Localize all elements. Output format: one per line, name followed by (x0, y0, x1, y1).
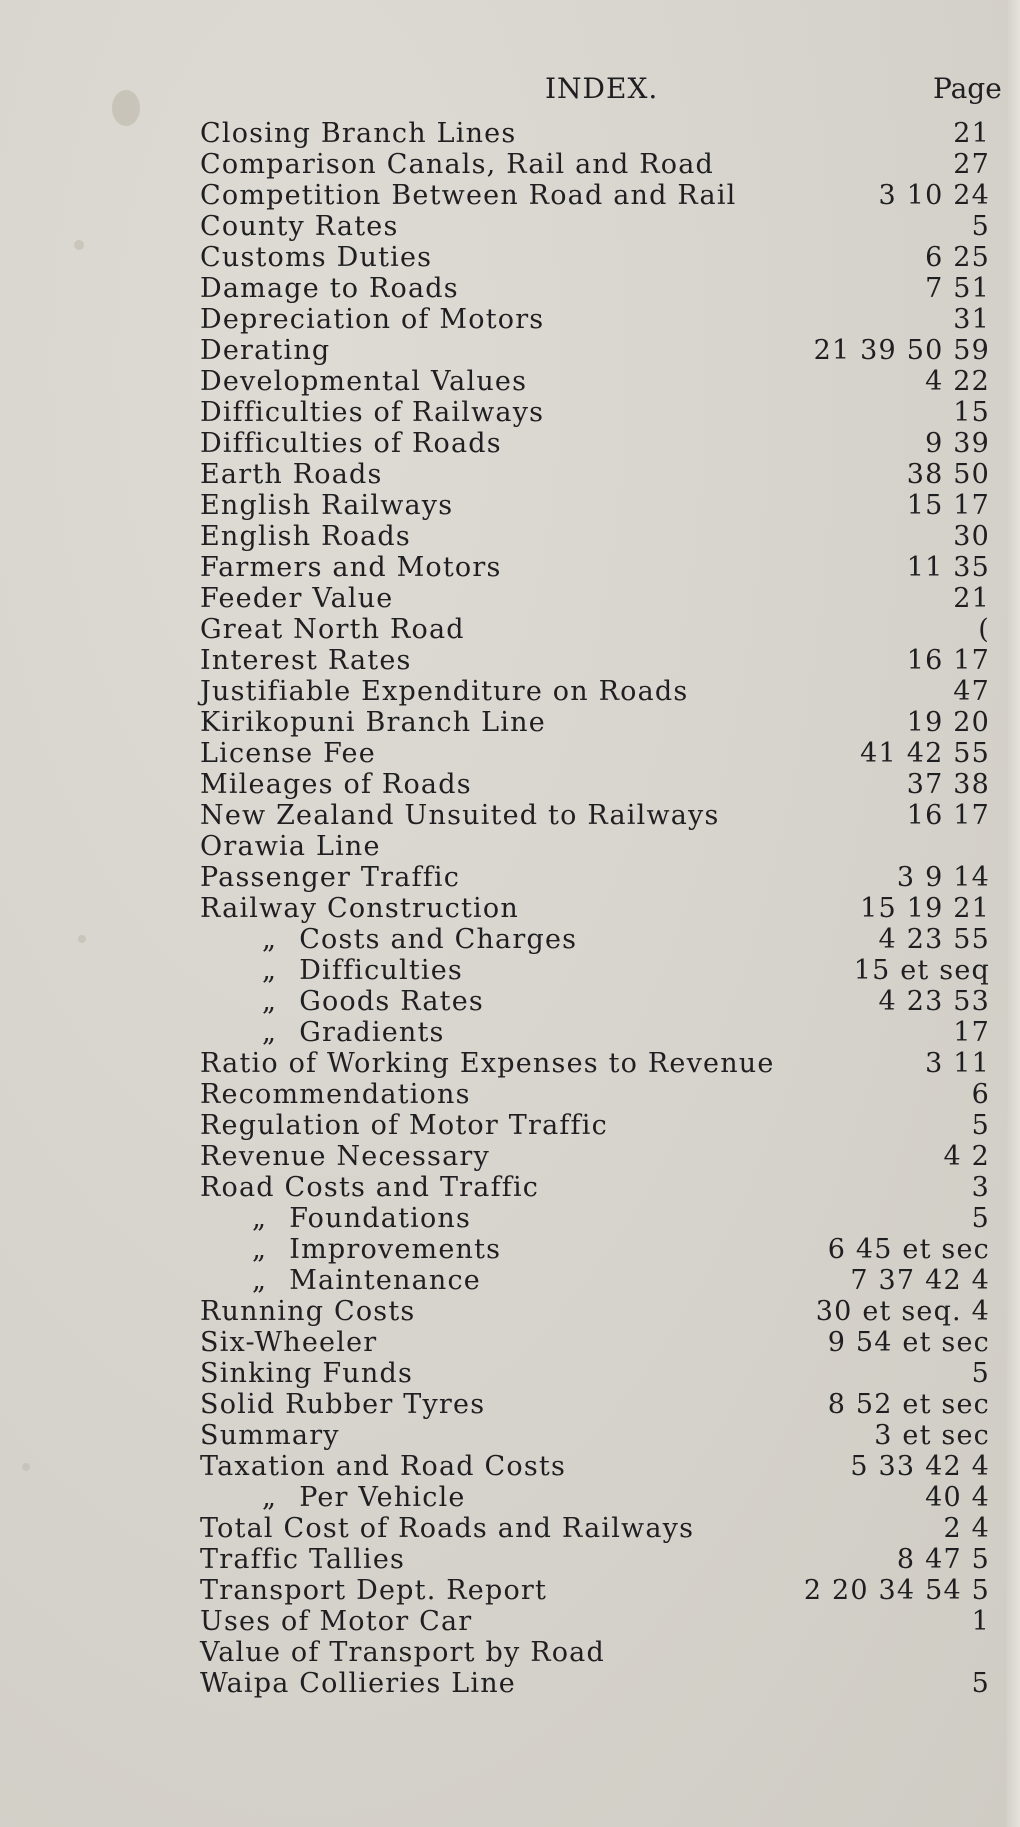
entry-pages: 4 22 (925, 366, 990, 397)
entry-title (200, 769, 472, 800)
entry-pages: 2 20 34 54 5 (803, 1575, 990, 1606)
index-entry (0, 986, 1006, 1017)
ditto-mark: „ (262, 1482, 278, 1513)
entry-title (200, 1606, 472, 1637)
entry-title (252, 1234, 501, 1265)
index-entry (0, 552, 1006, 583)
index-entry (0, 1327, 1006, 1358)
entry-title (252, 1265, 481, 1296)
entry-title (200, 211, 399, 242)
entry-title-text: Regulation of Motor Traffic (200, 1110, 608, 1141)
entry-title (200, 1389, 485, 1420)
index-entry (0, 397, 1006, 428)
entry-pages: 21 39 50 59 (813, 335, 990, 366)
ditto-mark: „ (252, 1234, 268, 1265)
entry-title (200, 1513, 694, 1544)
entry-pages: 6 45 et sec (827, 1234, 990, 1265)
entry-title (200, 273, 459, 304)
index-entry (0, 1606, 1006, 1637)
index-entry (0, 1203, 1006, 1234)
index-entry (0, 149, 1006, 180)
entry-pages: 4 23 55 (878, 924, 990, 955)
entry-title (200, 1172, 539, 1203)
index-entry (0, 676, 1006, 707)
entry-title (200, 366, 527, 397)
index-entry (0, 521, 1006, 552)
index-entries (0, 118, 1006, 1699)
entry-title (200, 707, 546, 738)
entry-title (200, 862, 460, 893)
index-entry (0, 769, 1006, 800)
entry-title-text: Comparison Canals, Rail and Road (200, 149, 715, 180)
entry-title (200, 645, 412, 676)
entry-title (200, 521, 411, 552)
entry-title (262, 1482, 466, 1513)
index-entry (0, 707, 1006, 738)
entry-title-text: Depreciation of Motors (200, 304, 545, 335)
entry-title (200, 1420, 340, 1451)
entry-title (200, 1575, 547, 1606)
index-entry (0, 1048, 1006, 1079)
entry-title (200, 1544, 405, 1575)
entry-pages: 5 (971, 1110, 990, 1141)
entry-title (200, 893, 519, 924)
entry-pages: 15 17 (906, 490, 990, 521)
index-entry (0, 1544, 1006, 1575)
index-entry (0, 273, 1006, 304)
entry-pages: 37 38 (906, 769, 990, 800)
index-entry (0, 893, 1006, 924)
index-entry (0, 366, 1006, 397)
index-entry (0, 1110, 1006, 1141)
index-entry (0, 242, 1006, 273)
entry-pages: 11 35 (906, 552, 990, 583)
entry-title-text: Difficulties (299, 955, 463, 986)
entry-title (200, 614, 465, 645)
entry-title-text: Derating (200, 335, 331, 366)
entry-pages: 4 2 (943, 1141, 990, 1172)
entry-pages: 3 11 (925, 1048, 990, 1079)
index-entry (0, 459, 1006, 490)
entry-title-text: Customs Duties (200, 242, 433, 273)
entry-pages: 3 (971, 1172, 990, 1203)
ditto-mark: „ (252, 1203, 268, 1234)
entry-title-text: Solid Rubber Tyres (200, 1389, 486, 1420)
entry-title-text: Improvements (289, 1234, 502, 1265)
entry-title-text: Difficulties of Roads (200, 428, 502, 459)
entry-pages: 27 (953, 149, 990, 180)
entry-title (200, 490, 453, 521)
entry-title (200, 1296, 415, 1327)
entry-title (200, 242, 432, 273)
entry-pages: 3 10 24 (878, 180, 990, 211)
entry-title-text: Value of Transport by Road (200, 1637, 605, 1668)
entry-pages: 9 54 et sec (827, 1327, 990, 1358)
entry-pages: 5 (971, 1358, 990, 1389)
entry-title-text: New Zealand Unsuited to Railways (200, 800, 720, 831)
entry-title (200, 676, 688, 707)
index-entry (0, 924, 1006, 955)
entry-title (200, 149, 714, 180)
entry-pages: 4 23 53 (878, 986, 990, 1017)
entry-title (200, 1141, 490, 1172)
entry-title-text: Mileages of Roads (200, 769, 472, 800)
entry-title-text: Justifiable Expenditure on Roads (200, 676, 689, 707)
index-entry (0, 800, 1006, 831)
index-entry (0, 1358, 1006, 1389)
entry-pages: 5 (971, 211, 990, 242)
entry-title (262, 986, 484, 1017)
index-entry (0, 862, 1006, 893)
entry-pages: 38 50 (906, 459, 990, 490)
entry-title-text: County Rates (200, 211, 399, 242)
entry-pages: 5 33 42 4 (850, 1451, 990, 1482)
ditto-mark: „ (262, 986, 278, 1017)
entry-title-text: Uses of Motor Car (200, 1606, 473, 1637)
entry-pages: 8 52 et sec (827, 1389, 990, 1420)
entry-pages: 16 17 (906, 645, 990, 676)
entry-pages: 40 4 (925, 1482, 990, 1513)
entry-pages: 6 (971, 1079, 990, 1110)
entry-pages: 41 42 55 (860, 738, 990, 769)
entry-pages: 15 19 21 (860, 893, 990, 924)
entry-pages: 7 37 42 4 (850, 1265, 990, 1296)
entry-pages: 17 (953, 1017, 990, 1048)
index-title: INDEX. (545, 72, 659, 105)
index-entry (0, 211, 1006, 242)
entry-title (200, 428, 502, 459)
entry-pages: 6 25 (925, 242, 990, 273)
entry-pages: 19 20 (906, 707, 990, 738)
index-entry (0, 1575, 1006, 1606)
entry-title-text: Difficulties of Railways (200, 397, 545, 428)
entry-title-text: Recommendations (200, 1079, 471, 1110)
entry-title (200, 1358, 413, 1389)
entry-title (200, 459, 383, 490)
index-entry (0, 118, 1006, 149)
entry-pages: 9 39 (925, 428, 990, 459)
entry-pages: 16 17 (906, 800, 990, 831)
entry-pages: 8 47 5 (896, 1544, 990, 1575)
entry-title-text: Revenue Necessary (200, 1141, 490, 1172)
index-entry (0, 1234, 1006, 1265)
entry-pages: 3 et sec (874, 1420, 990, 1451)
entry-title-text: Orawia Line (200, 831, 381, 862)
index-entry (0, 335, 1006, 366)
entry-pages: 30 et seq. 4 (815, 1296, 990, 1327)
entry-title-text: Summary (200, 1420, 340, 1451)
entry-title (200, 1048, 775, 1079)
entry-title-text: Total Cost of Roads and Railways (200, 1513, 695, 1544)
page-edge (1006, 0, 1020, 1827)
entry-title-text: Developmental Values (200, 366, 528, 397)
entry-pages: 5 (971, 1203, 990, 1234)
entry-pages: 30 (953, 521, 990, 552)
entry-title (200, 738, 376, 769)
entry-title (200, 335, 330, 366)
ditto-mark: „ (262, 924, 278, 955)
entry-pages: 2 4 (943, 1513, 990, 1544)
entry-title (262, 1017, 445, 1048)
index-entry (0, 583, 1006, 614)
index-entry (0, 1451, 1006, 1482)
entry-title-text: Waipa Collieries Line (200, 1668, 516, 1699)
entry-title-text: Farmers and Motors (200, 552, 502, 583)
index-entry (0, 1296, 1006, 1327)
page-column-label: Page (933, 72, 1002, 105)
ditto-mark: „ (252, 1265, 268, 1296)
entry-pages: 7 51 (925, 273, 990, 304)
entry-title-text: Damage to Roads (200, 273, 459, 304)
entry-title-text: Closing Branch Lines (200, 118, 517, 149)
entry-title (200, 1451, 566, 1482)
index-entry (0, 180, 1006, 211)
entry-title-text: Running Costs (200, 1296, 416, 1327)
entry-pages: 5 (971, 1668, 990, 1699)
entry-title (200, 304, 544, 335)
entry-title (200, 1110, 608, 1141)
entry-title (200, 800, 720, 831)
entry-title-text: Feeder Value (200, 583, 394, 614)
index-entry (0, 1017, 1006, 1048)
entry-title-text: English Railways (200, 490, 454, 521)
entry-title (200, 552, 502, 583)
entry-title-text: Great North Road (200, 614, 465, 645)
entry-title (200, 397, 544, 428)
index-entry (0, 645, 1006, 676)
entry-title-text: Maintenance (289, 1265, 481, 1296)
entry-pages: ( (978, 614, 990, 645)
entry-title-text: License Fee (200, 738, 376, 769)
index-entry (0, 428, 1006, 459)
entry-title-text: Gradients (299, 1017, 445, 1048)
entry-title-text: Competition Between Road and Rail (200, 180, 737, 211)
entry-title-text: Kirikopuni Branch Line (200, 707, 546, 738)
index-entry (0, 1079, 1006, 1110)
entry-title-text: Railway Construction (200, 893, 519, 924)
index-entry (0, 1668, 1006, 1699)
entry-pages: 31 (953, 304, 990, 335)
entry-title-text: Goods Rates (299, 986, 484, 1017)
index-entry (0, 1141, 1006, 1172)
entry-title-text: Earth Roads (200, 459, 383, 490)
entry-title (200, 1079, 471, 1110)
entry-title (252, 1203, 471, 1234)
entry-pages: 15 et seq (853, 955, 990, 986)
entry-pages: 21 (953, 118, 990, 149)
index-entry (0, 614, 1006, 645)
entry-title (200, 1637, 605, 1668)
entry-title (200, 1668, 516, 1699)
index-entry (0, 1265, 1006, 1296)
entry-title-text: Taxation and Road Costs (200, 1451, 567, 1482)
entry-pages: 15 (953, 397, 990, 428)
entry-title-text: Passenger Traffic (200, 862, 461, 893)
index-entry (0, 1482, 1006, 1513)
index-entry (0, 1389, 1006, 1420)
index-entry (0, 1172, 1006, 1203)
index-entry (0, 304, 1006, 335)
entry-title-text: Road Costs and Traffic (200, 1172, 540, 1203)
entry-title (200, 1327, 377, 1358)
index-entry (0, 738, 1006, 769)
entry-title-text: Interest Rates (200, 645, 412, 676)
entry-title-text: Six-Wheeler (200, 1327, 378, 1358)
index-entry (0, 1420, 1006, 1451)
entry-pages: 47 (953, 676, 990, 707)
entry-title (262, 955, 463, 986)
index-entry (0, 1637, 1006, 1668)
index-entry (0, 1513, 1006, 1544)
entry-title (200, 180, 737, 211)
entry-title (200, 118, 516, 149)
entry-title-text: Ratio of Working Expenses to Revenue (200, 1048, 775, 1079)
index-entry (0, 831, 1006, 862)
ditto-mark: „ (262, 1017, 278, 1048)
entry-title-text: Per Vehicle (299, 1482, 466, 1513)
entry-title-text: Transport Dept. Report (200, 1575, 548, 1606)
entry-title-text: English Roads (200, 521, 411, 552)
entry-title (200, 583, 394, 614)
ditto-mark: „ (262, 955, 278, 986)
entry-title-text: Costs and Charges (299, 924, 578, 955)
entry-pages: 3 9 14 (896, 862, 990, 893)
entry-pages: 1 (971, 1606, 990, 1637)
entry-title-text: Foundations (289, 1203, 472, 1234)
entry-title (262, 924, 577, 955)
index-entry (0, 490, 1006, 521)
index-entry (0, 955, 1006, 986)
entry-pages: 21 (953, 583, 990, 614)
entry-title-text: Traffic Tallies (200, 1544, 406, 1575)
entry-title-text: Sinking Funds (200, 1358, 414, 1389)
entry-title (200, 831, 381, 862)
